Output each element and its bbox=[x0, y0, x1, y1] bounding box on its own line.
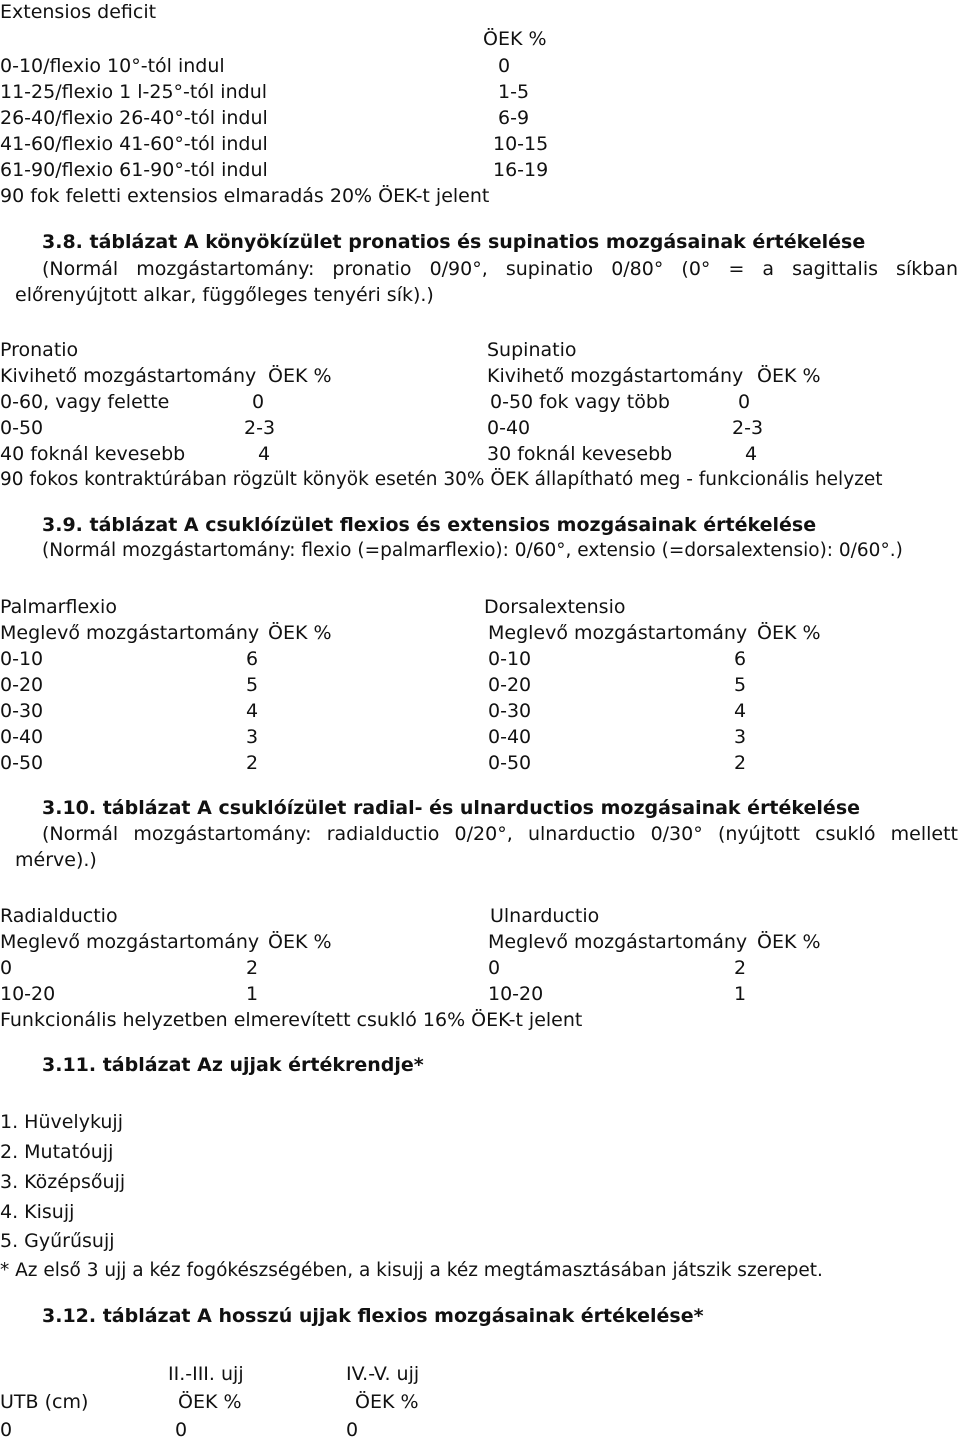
table-row-value: 4 bbox=[258, 443, 271, 465]
table-row-range: 30 foknál kevesebb bbox=[487, 443, 673, 465]
supinatio-col-oek: ÖEK % bbox=[757, 365, 821, 387]
group-ii-iii-heading: II.-III. ujj bbox=[168, 1363, 244, 1385]
ulnarductio-col-range: Meglevő mozgástartomány bbox=[488, 931, 748, 953]
table-row-range: 0-40 bbox=[487, 417, 531, 439]
pronatio-col-range: Kivihető mozgástartomány bbox=[0, 365, 257, 387]
pronatio-heading: Pronatio bbox=[0, 339, 79, 361]
table-row-value: 2-3 bbox=[732, 417, 764, 439]
table-row-range: 0-40 bbox=[488, 726, 532, 748]
table-row-value: 6 bbox=[246, 648, 259, 670]
extension-row-value: 1-5 bbox=[498, 81, 530, 103]
extension-col-header: ÖEK % bbox=[483, 28, 547, 50]
table-row-range: 0-50 bbox=[0, 417, 44, 439]
extension-row-value: 6-9 bbox=[498, 107, 530, 129]
table-row-value: 4 bbox=[246, 700, 259, 722]
table-3-12-title: 3.12. táblázat A hosszú ujjak flexios mozgásainak értékelése* bbox=[42, 1305, 704, 1327]
table-row-range: 0-10 bbox=[0, 648, 44, 670]
table-row-value-b: 0 bbox=[346, 1419, 359, 1441]
table-3-10-title: 3.10. táblázat A csuklóízület radial- és ulnarductios mozgásainak értékelése bbox=[42, 797, 861, 819]
table-row-range: 0-50 bbox=[0, 752, 44, 774]
table-3-8-note: 90 fokos kontraktúrában rögzült könyök esetén 30% ÖEK állapítható meg - funkcionális helyzet bbox=[0, 469, 883, 490]
table-row-value: 2 bbox=[734, 752, 747, 774]
table-row-range: 10-20 bbox=[488, 983, 544, 1005]
dorsalextensio-heading: Dorsalextensio bbox=[484, 596, 626, 618]
palmarflexio-col-oek: ÖEK % bbox=[268, 622, 332, 644]
dorsalextensio-col-range: Meglevő mozgástartomány bbox=[488, 622, 748, 644]
table-row-range: 0 bbox=[488, 957, 501, 979]
extension-row-label: 26-40/flexio 26-40°-tól indul bbox=[0, 107, 268, 129]
list-item: 5. Gyűrűsujj bbox=[0, 1230, 115, 1252]
table-row-range: 0-20 bbox=[0, 674, 44, 696]
pronatio-col-oek: ÖEK % bbox=[268, 365, 332, 387]
table-3-10-description: (Normál mozgástartomány: radialductio 0/20°, ulnarductio 0/30° (nyújtott csukló mellett bbox=[42, 823, 958, 845]
palmarflexio-col-range: Meglevő mozgástartomány bbox=[0, 622, 260, 644]
table-row-value: 6 bbox=[734, 648, 747, 670]
extension-row-label: 41-60/flexio 41-60°-tól indul bbox=[0, 133, 268, 155]
extension-deficit-heading: Extensios deficit bbox=[0, 1, 157, 23]
radialductio-heading: Radialductio bbox=[0, 905, 118, 927]
table-row-value: 1 bbox=[734, 983, 747, 1005]
table-row-value: 0 bbox=[738, 391, 751, 413]
table-row-range: 0-30 bbox=[0, 700, 44, 722]
table-3-11-title: 3.11. táblázat Az ujjak értékrendje* bbox=[42, 1054, 424, 1076]
table-row-range: 0-10 bbox=[488, 648, 532, 670]
table-row-value: 4 bbox=[745, 443, 758, 465]
extension-row-label: 0-10/flexio 10°-tól indul bbox=[0, 55, 225, 77]
table-row-utb: 0 bbox=[0, 1419, 13, 1441]
ulnarductio-heading: Ulnarductio bbox=[490, 905, 600, 927]
table-3-9-description: (Normál mozgástartomány: flexio (=palmarflexio): 0/60°, extensio (=dorsalextensio): 0/60°.) bbox=[42, 540, 903, 561]
table-row-range: 10-20 bbox=[0, 983, 56, 1005]
table-3-8-description-cont: előrenyújtott alkar, függőleges tenyéri sík).) bbox=[15, 284, 434, 306]
table-3-8-description: (Normál mozgástartomány: pronatio 0/90°, supinatio 0/80° (0° = a sagittalis síkban bbox=[42, 258, 958, 280]
table-3-8-title: 3.8. táblázat A könyökízület pronatios és supinatios mozgásainak értékelése bbox=[42, 231, 866, 253]
table-row-range: 0-20 bbox=[488, 674, 532, 696]
oek-col-header-a: ÖEK % bbox=[178, 1391, 242, 1413]
table-row-range: 0-30 bbox=[488, 700, 532, 722]
table-row-value: 2-3 bbox=[244, 417, 276, 439]
table-3-10-note: Funkcionális helyzetben elmerevített csukló 16% ÖEK-t jelent bbox=[0, 1009, 583, 1031]
list-item: 2. Mutatóujj bbox=[0, 1141, 114, 1163]
list-item: 4. Kisujj bbox=[0, 1201, 75, 1223]
table-row-value: 2 bbox=[246, 957, 259, 979]
extension-row-value: 16-19 bbox=[493, 159, 549, 181]
table-row-value: 2 bbox=[246, 752, 259, 774]
table-3-9-title: 3.9. táblázat A csuklóízület flexios és extensios mozgásainak értékelése bbox=[42, 514, 817, 536]
table-row-value: 4 bbox=[734, 700, 747, 722]
table-row-range: 0-50 fok vagy több bbox=[490, 391, 670, 413]
table-row-value: 3 bbox=[734, 726, 747, 748]
table-row-range: 40 foknál kevesebb bbox=[0, 443, 186, 465]
radialductio-col-range: Meglevő mozgástartomány bbox=[0, 931, 260, 953]
table-row-value-a: 0 bbox=[175, 1419, 188, 1441]
extension-note: 90 fok feletti extensios elmaradás 20% ÖEK-t jelent bbox=[0, 185, 490, 207]
list-item: 3. Középsőujj bbox=[0, 1171, 126, 1193]
extension-row-label: 11-25/flexio 1 l-25°-tól indul bbox=[0, 81, 268, 103]
table-row-value: 5 bbox=[246, 674, 259, 696]
list-item: 1. Hüvelykujj bbox=[0, 1111, 123, 1133]
table-row-value: 3 bbox=[246, 726, 259, 748]
table-row-range: 0-50 bbox=[488, 752, 532, 774]
table-row-range: 0 bbox=[0, 957, 13, 979]
supinatio-heading: Supinatio bbox=[487, 339, 577, 361]
table-row-value: 0 bbox=[252, 391, 265, 413]
utb-col-header: UTB (cm) bbox=[0, 1391, 89, 1413]
palmarflexio-heading: Palmarflexio bbox=[0, 596, 117, 618]
supinatio-col-range: Kivihető mozgástartomány bbox=[487, 365, 744, 387]
extension-row-value: 10-15 bbox=[493, 133, 549, 155]
table-row-range: 0-40 bbox=[0, 726, 44, 748]
table-row-value: 1 bbox=[246, 983, 259, 1005]
extension-row-value: 0 bbox=[498, 55, 511, 77]
group-iv-v-heading: IV.-V. ujj bbox=[346, 1363, 420, 1385]
extension-row-label: 61-90/flexio 61-90°-tól indul bbox=[0, 159, 268, 181]
table-row-value: 5 bbox=[734, 674, 747, 696]
table-row-value: 2 bbox=[734, 957, 747, 979]
table-3-11-note: * Az első 3 ujj a kéz fogókészségében, a kisujj a kéz megtámasztásában játszik szerepet. bbox=[0, 1260, 823, 1281]
table-3-10-description-cont: mérve).) bbox=[15, 849, 97, 871]
table-row-range: 0-60, vagy felette bbox=[0, 391, 170, 413]
oek-col-header-b: ÖEK % bbox=[355, 1391, 419, 1413]
ulnarductio-col-oek: ÖEK % bbox=[757, 931, 821, 953]
radialductio-col-oek: ÖEK % bbox=[268, 931, 332, 953]
dorsalextensio-col-oek: ÖEK % bbox=[757, 622, 821, 644]
